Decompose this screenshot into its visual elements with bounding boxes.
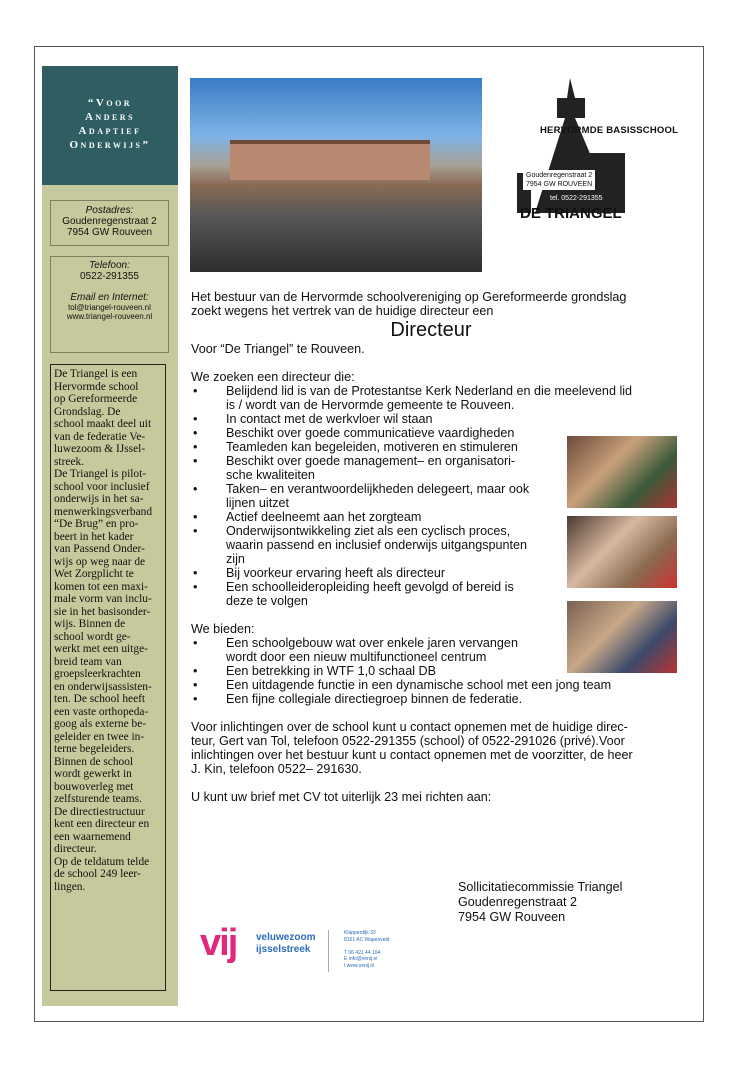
intro-line: zoekt wegens het vertrek van de huidige directeur een bbox=[191, 304, 494, 318]
postal-label: Postadres: bbox=[85, 205, 134, 216]
intro-line: Het bestuur van de Hervormde schoolvereniging op Gereformeerde grondslag bbox=[191, 290, 627, 304]
about-line: op Gereformeerde bbox=[54, 393, 138, 405]
bullet-text: Actief deelneemt aan het zorgteam bbox=[226, 510, 422, 524]
recipient-line: Sollicitatiecommissie Triangel bbox=[458, 880, 623, 894]
about-line: Grondslag. De bbox=[54, 405, 121, 418]
about-line: en onderwijsassisten- bbox=[54, 680, 152, 693]
school-logo bbox=[515, 78, 705, 228]
motto-line: Onderwijs” bbox=[69, 139, 151, 151]
about-line: van de federatie Ve- bbox=[54, 430, 146, 443]
about-line: de school 249 leer- bbox=[54, 868, 141, 880]
job-title: Directeur bbox=[390, 319, 472, 341]
vij-contact-line: I www.venij.nl bbox=[344, 962, 375, 969]
about-school-text bbox=[50, 364, 166, 991]
bullet-text: Een betrekking in WTF 1,0 schaal DB bbox=[226, 664, 436, 678]
about-line: Wet Zorgplicht te bbox=[54, 568, 134, 580]
about-line: streek. bbox=[54, 455, 85, 468]
bullet-item bbox=[191, 384, 671, 412]
about-line: wijs op weg naar de bbox=[54, 555, 146, 568]
bullet-text: Onderwijsontwikkeling ziet als een cyclisch proces, bbox=[226, 524, 511, 538]
about-line: komen tot een maxi- bbox=[54, 580, 148, 593]
about-line: sie in het basisonder- bbox=[54, 605, 151, 618]
about-line: beert in het kader bbox=[54, 530, 134, 543]
bullet-text: Beschikt over goede management– en organisatori- bbox=[226, 454, 516, 468]
about-line: een vaste orthopeda- bbox=[54, 705, 149, 718]
bullet-text: Bij voorkeur ervaring heeft als directeur bbox=[226, 566, 446, 580]
bullet-icon: • bbox=[193, 664, 198, 678]
about-line: bouwoverleg met bbox=[54, 780, 134, 793]
vij-contact-line: 8161 AC Wapenveld bbox=[344, 936, 390, 943]
address-line: 7954 GW Rouveen bbox=[66, 227, 153, 238]
vij-logo bbox=[200, 918, 410, 978]
classroom-photo-2 bbox=[567, 516, 677, 588]
about-line: goog als externe be- bbox=[54, 718, 147, 730]
vij-contact-line: Klapperdijk 33 bbox=[344, 930, 376, 936]
bullet-text: Een uitdagende functie in een dynamische school met een jong team bbox=[226, 678, 612, 692]
sidebar bbox=[42, 66, 178, 1006]
bullet-icon: • bbox=[193, 510, 198, 524]
website-link[interactable]: www.triangel-rouveen.nl bbox=[66, 312, 153, 321]
about-line: De Triangel is een bbox=[54, 368, 138, 380]
bullet-icon: • bbox=[193, 454, 198, 468]
about-line: van Passend Onder- bbox=[54, 543, 145, 555]
bullet-icon: • bbox=[193, 678, 198, 692]
about-line: De directiestructuur bbox=[54, 805, 145, 818]
logo-tel: tel. 0522-291355 bbox=[550, 195, 603, 202]
about-line: lingen. bbox=[54, 880, 86, 893]
bullet-icon: • bbox=[193, 384, 198, 398]
about-line: male vorm van inclu- bbox=[54, 593, 152, 605]
about-line: school maakt deel uit bbox=[54, 418, 152, 430]
bullet-text: Belijdend lid is van de Protestantse Kerk Nederland en die meelevend lid bbox=[226, 384, 633, 398]
seek-heading: We zoeken een directeur die: bbox=[191, 370, 355, 384]
bullet-text: Beschikt over goede communicatieve vaardigheden bbox=[226, 426, 515, 440]
about-line: wordt gewerkt in bbox=[54, 768, 132, 780]
about-line: “De Brug” en pro- bbox=[54, 518, 139, 530]
bullet-icon: • bbox=[193, 636, 198, 650]
bullet-text: lijnen uitzet bbox=[226, 496, 290, 510]
about-line: zelfsturende teams. bbox=[54, 793, 142, 805]
bullet-text: sche kwaliteiten bbox=[226, 468, 315, 482]
motto-line: “Voor bbox=[87, 97, 133, 109]
bullet-text: wordt door een nieuw multifunctioneel centrum bbox=[226, 650, 487, 664]
school-building-photo bbox=[190, 78, 482, 272]
about-line: groepsleerkrachten bbox=[54, 668, 141, 680]
offer-heading: We bieden: bbox=[191, 622, 255, 636]
about-line: De Triangel is pilot- bbox=[54, 468, 147, 480]
bullet-text: Taken– en verantwoordelijkheden delegeert, maar ook bbox=[226, 482, 530, 496]
about-line: school wordt ge- bbox=[54, 630, 131, 643]
classroom-photo-3 bbox=[567, 601, 677, 673]
contact-box bbox=[50, 256, 169, 353]
about-line: directeur. bbox=[54, 843, 97, 855]
bullet-text: In contact met de werkvloer wil staan bbox=[226, 412, 433, 426]
about-line: school voor inclusief bbox=[54, 480, 150, 493]
logo-address-line: 7954 GW ROUVEEN bbox=[526, 181, 593, 188]
info-line: J. Kin, telefoon 0522– 291630. bbox=[191, 762, 362, 776]
bullet-icon: • bbox=[193, 524, 198, 538]
motto bbox=[42, 66, 178, 185]
bullet-icon: • bbox=[193, 482, 198, 496]
about-line: wijs. Binnen de bbox=[54, 618, 126, 630]
vij-name-line: veluwezoom bbox=[256, 932, 316, 943]
email-link[interactable]: tol@triangel-rouveen.nl bbox=[68, 303, 151, 312]
about-line: werkt met een uitge- bbox=[54, 643, 148, 655]
postal-address-box bbox=[50, 200, 169, 246]
vij-mark: vij bbox=[200, 922, 237, 964]
phone-label: Telefoon: bbox=[89, 260, 130, 271]
classroom-photo-1 bbox=[567, 436, 677, 508]
about-line: kent een directeur en bbox=[54, 818, 150, 830]
bullet-icon: • bbox=[193, 412, 198, 426]
about-line: breid team van bbox=[54, 655, 122, 668]
bullet-icon: • bbox=[193, 440, 198, 454]
about-line: Hervormde school bbox=[54, 380, 139, 393]
about-line: ten. De school heeft bbox=[54, 693, 146, 705]
vij-contact-line: E info@venij.nl bbox=[344, 956, 378, 962]
bullet-text: is / wordt van de Hervormde gemeente te Rouveen. bbox=[226, 398, 515, 412]
bullet-text: waarin passend en inclusief onderwijs uitgangspunten bbox=[226, 538, 528, 552]
about-line: luwezoom & IJssel- bbox=[54, 443, 146, 455]
bullet-icon: • bbox=[193, 426, 198, 440]
recipient-line: Goudenregenstraat 2 bbox=[458, 895, 578, 909]
deadline-line: U kunt uw brief met CV tot uiterlijk 23 mei richten aan: bbox=[191, 790, 492, 804]
logo-name: DE TRIANGEL bbox=[520, 205, 622, 222]
bullet-item bbox=[191, 678, 671, 692]
bullet-icon: • bbox=[193, 692, 198, 706]
recipient-line: 7954 GW Rouveen bbox=[458, 910, 566, 924]
about-line: Op de teldatum telde bbox=[54, 855, 150, 868]
info-line: teur, Gert van Tol, telefoon 0522-291355 (school) of 0522-291026 (privé).Voor bbox=[191, 734, 625, 748]
bullet-text: zijn bbox=[226, 552, 245, 566]
school-line: Voor “De Triangel” te Rouveen. bbox=[191, 342, 365, 356]
motto-line: Adaptief bbox=[78, 125, 142, 137]
bullet-text: deze te volgen bbox=[226, 594, 308, 608]
info-line: Voor inlichtingen over de school kunt u contact opnemen met de huidige direc- bbox=[191, 720, 628, 734]
recipient-address bbox=[458, 880, 622, 925]
about-line: Binnen de school bbox=[54, 755, 134, 768]
about-line: geleider en twee in- bbox=[54, 730, 145, 743]
motto-line: Anders bbox=[84, 111, 136, 123]
phone-number: 0522-291355 bbox=[80, 271, 139, 282]
contact-info bbox=[191, 720, 671, 776]
vij-name-line: ijsselstreek bbox=[256, 944, 311, 955]
about-line: menwerkingsverband bbox=[54, 505, 153, 518]
bullet-item bbox=[191, 692, 671, 706]
vij-contact-line: T 06 421 44 104 bbox=[344, 949, 381, 956]
divider bbox=[328, 930, 329, 972]
bullet-text: Een fijne collegiale directiegroep binnen de federatie. bbox=[226, 692, 523, 706]
logo-address bbox=[523, 170, 595, 190]
info-line: inlichtingen over het bestuur kunt u contact opnemen met de voorzitter, de heer bbox=[191, 748, 633, 762]
logo-top-text: HERVORMDE BASISSCHOOL bbox=[540, 125, 679, 136]
bullet-icon: • bbox=[193, 566, 198, 580]
bullet-text: Een schoolgebouw wat over enkele jaren vervangen bbox=[226, 636, 518, 650]
bullet-text: Teamleden kan begeleiden, motiveren en stimuleren bbox=[226, 440, 518, 454]
email-label: Email en Internet: bbox=[70, 292, 149, 303]
bullet-item bbox=[191, 412, 671, 426]
about-line: terne begeleiders. bbox=[54, 743, 135, 755]
vij-contact bbox=[344, 930, 389, 969]
address-line: Goudenregenstraat 2 bbox=[62, 216, 157, 227]
about-line: een waarnemend bbox=[54, 830, 131, 843]
bullet-text: Een schoolleideropleiding heeft gevolgd of bereid is bbox=[226, 580, 514, 594]
about-line: onderwijs in het sa- bbox=[54, 493, 144, 505]
bullet-icon: • bbox=[193, 580, 198, 594]
logo-address-line: Goudenregenstraat 2 bbox=[526, 172, 593, 179]
